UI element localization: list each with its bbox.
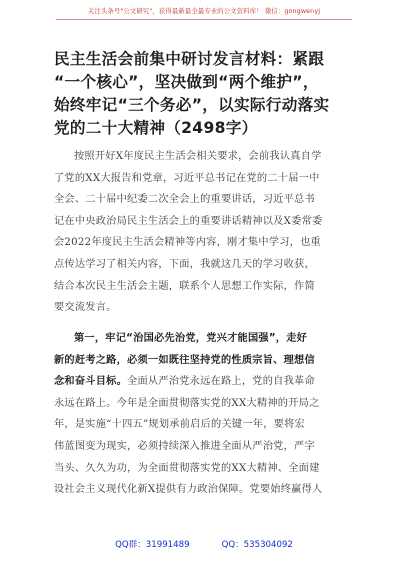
- title-line: 民主生活会前集中研讨发言材料：紧跟: [54, 50, 325, 68]
- header-banner: [0, 0, 408, 21]
- section-heading-line: 念和奋斗目标。: [54, 376, 128, 388]
- document-title: [54, 48, 359, 140]
- paragraph-line: 点传达学习了相关内容，下面，我就这几天的学习收获，: [54, 258, 315, 270]
- paragraph-line: 永远在路上。今年是全面贯彻落实党的XX大精神的开局之: [54, 397, 320, 409]
- paragraph-line: [54, 371, 356, 393]
- paragraph-line: 要交流发言。: [54, 302, 117, 314]
- paragraph-intro: [54, 146, 356, 319]
- paragraph-first-point: [54, 328, 356, 501]
- paragraph-line: 伟蓝图变为现实，必须持续深入推进全面从严治党，严字: [54, 440, 315, 452]
- title-line: 始终牢记“三个务必”，以实际行动落实: [54, 96, 330, 114]
- footer-qq: QQ：535304092: [221, 540, 293, 550]
- paragraph-line: 结合本次民主生活会主题，联系个人思想工作实际，作简: [54, 280, 315, 292]
- paragraph-line: 了党的XX大报告和党章，习近平总书记在党的二十届一中: [54, 172, 320, 184]
- paragraph-line: 设社会主义现代化新X提供有力政治保障。党要始终赢得人: [54, 484, 323, 496]
- paragraph-line: 全会、二十届中纪委二次全会上的重要讲话，习近平总书: [54, 194, 315, 206]
- title-line: 党的二十大精神（2498字）: [54, 119, 258, 137]
- paragraph-line: 年，是实施“十四五”规划承前启后的关键一年，要将宏: [54, 419, 305, 431]
- section-heading-line: 第一，牢记“治国必先治党，党兴才能国强”，走好: [74, 333, 308, 344]
- header-divider: [56, 19, 352, 20]
- title-line: “一个核心”，坚决做到“两个维护”，: [54, 73, 319, 91]
- footer-qq-group: QQ群：31991489: [115, 540, 190, 550]
- paragraph-line: 按照开好X年度民主生活会相关要求，会前我认真自学: [74, 151, 322, 162]
- paragraph-line: 记在中央政治局民主生活会上的重要讲话精神以及X委常委: [54, 215, 323, 227]
- paragraph-text: 全面从严治党永远在路上，党的自我革命: [127, 376, 315, 388]
- footer-contact: [0, 538, 408, 554]
- paragraph-line: 当头、久久为功，为全面贯彻落实党的XX大精神、全面建: [54, 462, 320, 474]
- section-heading-line: 新的赶考之路，必须一如既往坚持党的性质宗旨、理想信: [54, 354, 315, 366]
- paragraph-line: 会2022年度民主生活会精神等内容，刚才集中学习，也重: [54, 237, 321, 249]
- header-banner-text: 关注头条号"公文研究"，获得最新最全最专业的公文资料库！ 微信：gongwenyj: [87, 7, 321, 15]
